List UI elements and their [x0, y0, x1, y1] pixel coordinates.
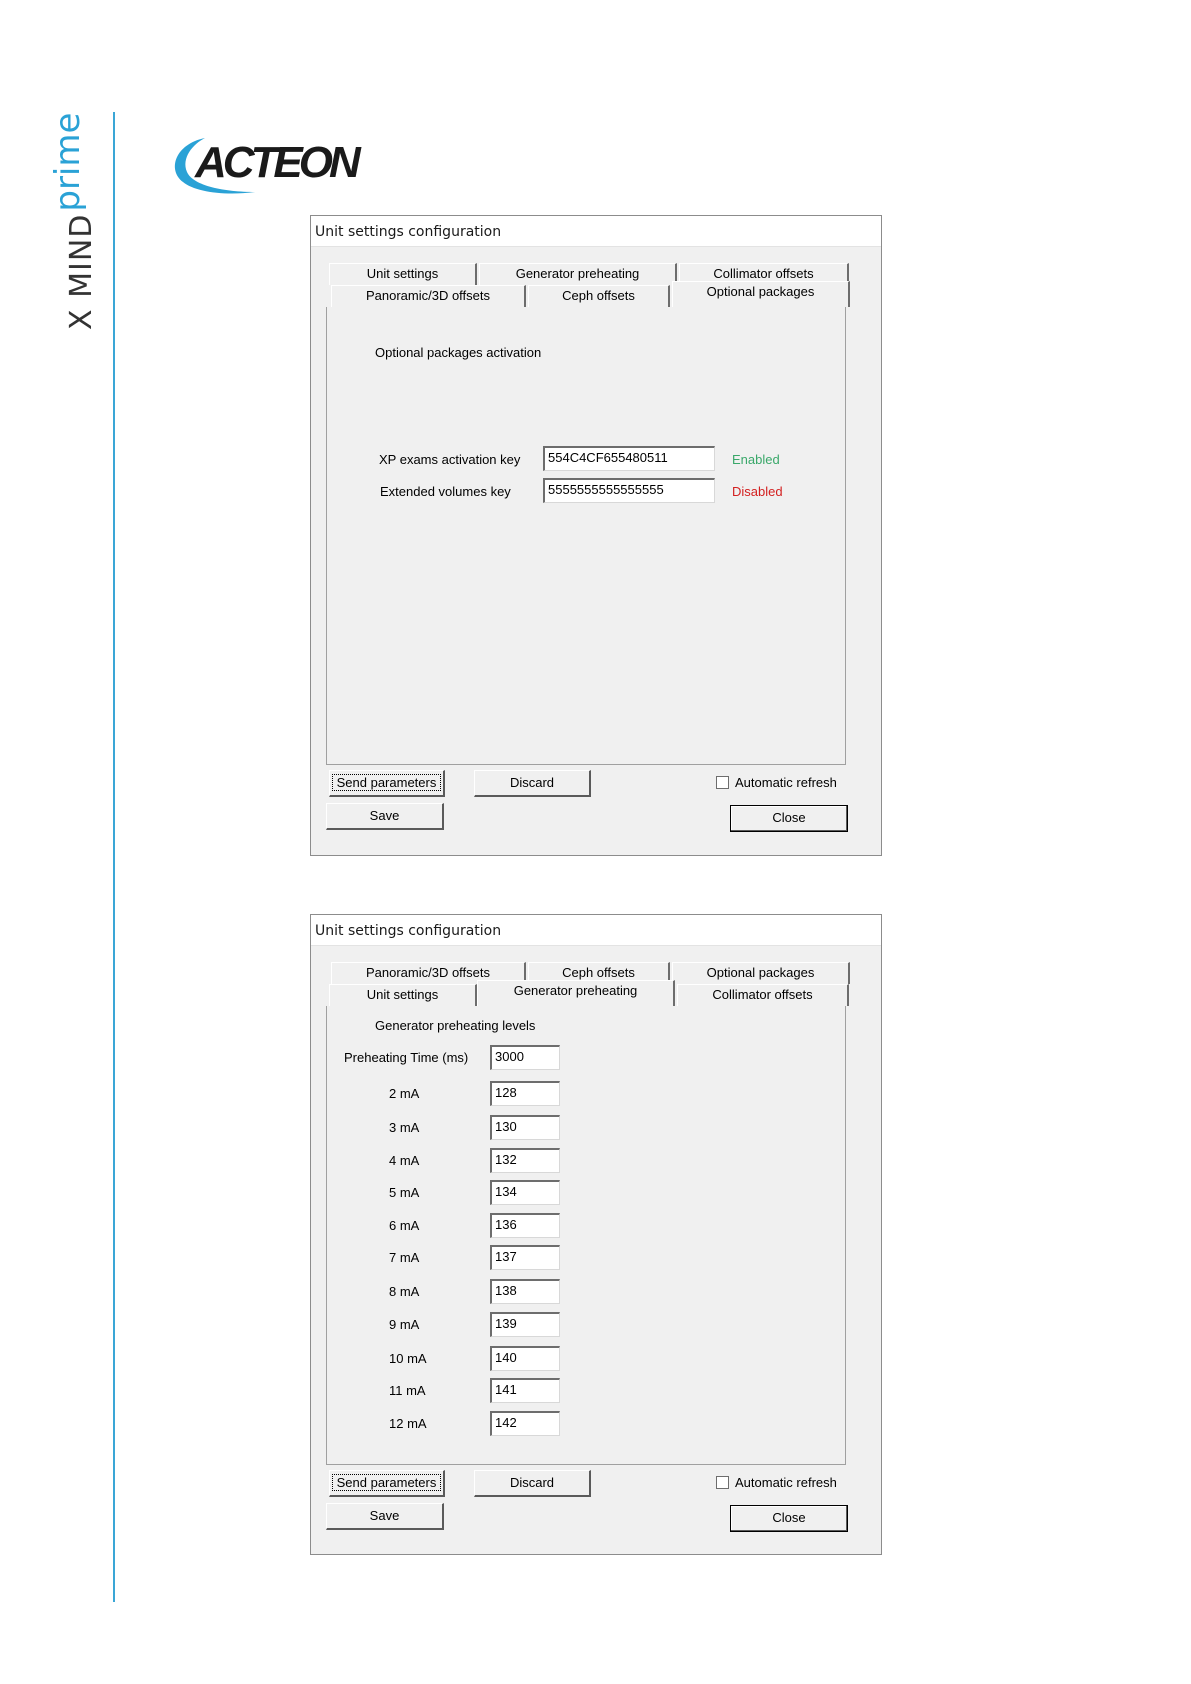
level-field[interactable]: 130: [490, 1115, 560, 1140]
tab-panoramic-3d-offsets[interactable]: Panoramic/3D offsets: [331, 962, 526, 984]
tab-panel: [326, 307, 846, 765]
extended-volumes-label: Extended volumes key: [380, 484, 511, 499]
level-label: 5 mA: [389, 1185, 420, 1200]
level-label: 2 mA: [389, 1086, 420, 1101]
level-field[interactable]: 138: [490, 1279, 560, 1304]
dialog-title: Unit settings configuration: [311, 915, 881, 946]
level-field[interactable]: 142: [490, 1411, 560, 1436]
tab-generator-preheating[interactable]: Generator preheating: [477, 980, 675, 1006]
level-label: 10 mA: [389, 1351, 427, 1366]
level-field[interactable]: 128: [490, 1081, 560, 1106]
brand-line2: prime: [48, 112, 88, 212]
level-field[interactable]: 137: [490, 1245, 560, 1270]
xp-key-field[interactable]: 554C4CF655480511: [543, 446, 715, 471]
discard-button[interactable]: Discard: [474, 770, 591, 797]
tab-panel: [326, 1006, 846, 1465]
tab-generator-preheating[interactable]: Generator preheating: [479, 263, 677, 285]
level-label: 9 mA: [389, 1317, 420, 1332]
dialog-generator-preheating: [310, 914, 882, 1555]
tab-collimator-offsets[interactable]: Collimator offsets: [679, 263, 849, 285]
checkbox-box[interactable]: [716, 1476, 729, 1489]
tab-ceph-offsets[interactable]: Ceph offsets: [528, 285, 670, 307]
tab-panoramic-3d-offsets[interactable]: Panoramic/3D offsets: [331, 285, 526, 307]
discard-button[interactable]: Discard: [474, 1470, 591, 1497]
level-field[interactable]: 140: [490, 1346, 560, 1371]
level-label: 6 mA: [389, 1218, 420, 1233]
level-field[interactable]: 136: [490, 1213, 560, 1238]
save-button[interactable]: Save: [326, 1503, 444, 1530]
save-button[interactable]: Save: [326, 803, 444, 830]
send-parameters-label: Send parameters: [332, 774, 442, 791]
level-field[interactable]: 139: [490, 1312, 560, 1337]
xp-key-label: XP exams activation key: [379, 452, 521, 467]
brand-vertical-rule: [113, 112, 115, 1602]
level-label: 8 mA: [389, 1284, 420, 1299]
send-parameters-label: Send parameters: [332, 1474, 442, 1491]
level-label: 4 mA: [389, 1153, 420, 1168]
xp-key-status: Enabled: [732, 452, 780, 467]
dialog-optional-packages: [310, 215, 882, 856]
extended-volumes-field[interactable]: 5555555555555555: [543, 478, 715, 503]
checkbox-box[interactable]: [716, 776, 729, 789]
level-field[interactable]: 134: [490, 1180, 560, 1205]
tab-ceph-offsets[interactable]: Ceph offsets: [528, 962, 670, 984]
level-label: 12 mA: [389, 1416, 427, 1431]
close-button[interactable]: Close: [730, 805, 848, 832]
automatic-refresh-label: Automatic refresh: [735, 1475, 837, 1490]
preheating-time-field[interactable]: 3000: [490, 1045, 560, 1070]
automatic-refresh-checkbox[interactable]: [716, 775, 837, 790]
brand-xmind-prime: [48, 112, 100, 330]
tab-optional-packages[interactable]: Optional packages: [672, 962, 850, 984]
tab-optional-packages[interactable]: Optional packages: [672, 281, 850, 307]
acteon-logo: [165, 130, 375, 205]
section-title: Generator preheating levels: [375, 1018, 536, 1033]
tab-unit-settings[interactable]: Unit settings: [329, 984, 477, 1006]
tab-unit-settings[interactable]: Unit settings: [329, 263, 477, 285]
preheating-time-label: Preheating Time (ms): [344, 1050, 469, 1065]
brand-line1: X MIND: [64, 213, 99, 330]
dialog-title: Unit settings configuration: [311, 216, 881, 247]
send-parameters-button[interactable]: [329, 1470, 445, 1497]
section-title: Optional packages activation: [375, 345, 542, 360]
level-label: 11 mA: [389, 1383, 426, 1398]
logo-text: ACTEON: [195, 138, 357, 187]
level-label: 7 mA: [389, 1250, 420, 1265]
automatic-refresh-checkbox[interactable]: [716, 1475, 837, 1490]
send-parameters-button[interactable]: [329, 770, 445, 797]
extended-volumes-status: Disabled: [732, 484, 783, 499]
tab-collimator-offsets[interactable]: Collimator offsets: [677, 984, 849, 1006]
automatic-refresh-label: Automatic refresh: [735, 775, 837, 790]
close-button[interactable]: Close: [730, 1505, 848, 1532]
level-field[interactable]: 141: [490, 1378, 560, 1403]
level-label: 3 mA: [389, 1120, 420, 1135]
level-field[interactable]: 132: [490, 1148, 560, 1173]
